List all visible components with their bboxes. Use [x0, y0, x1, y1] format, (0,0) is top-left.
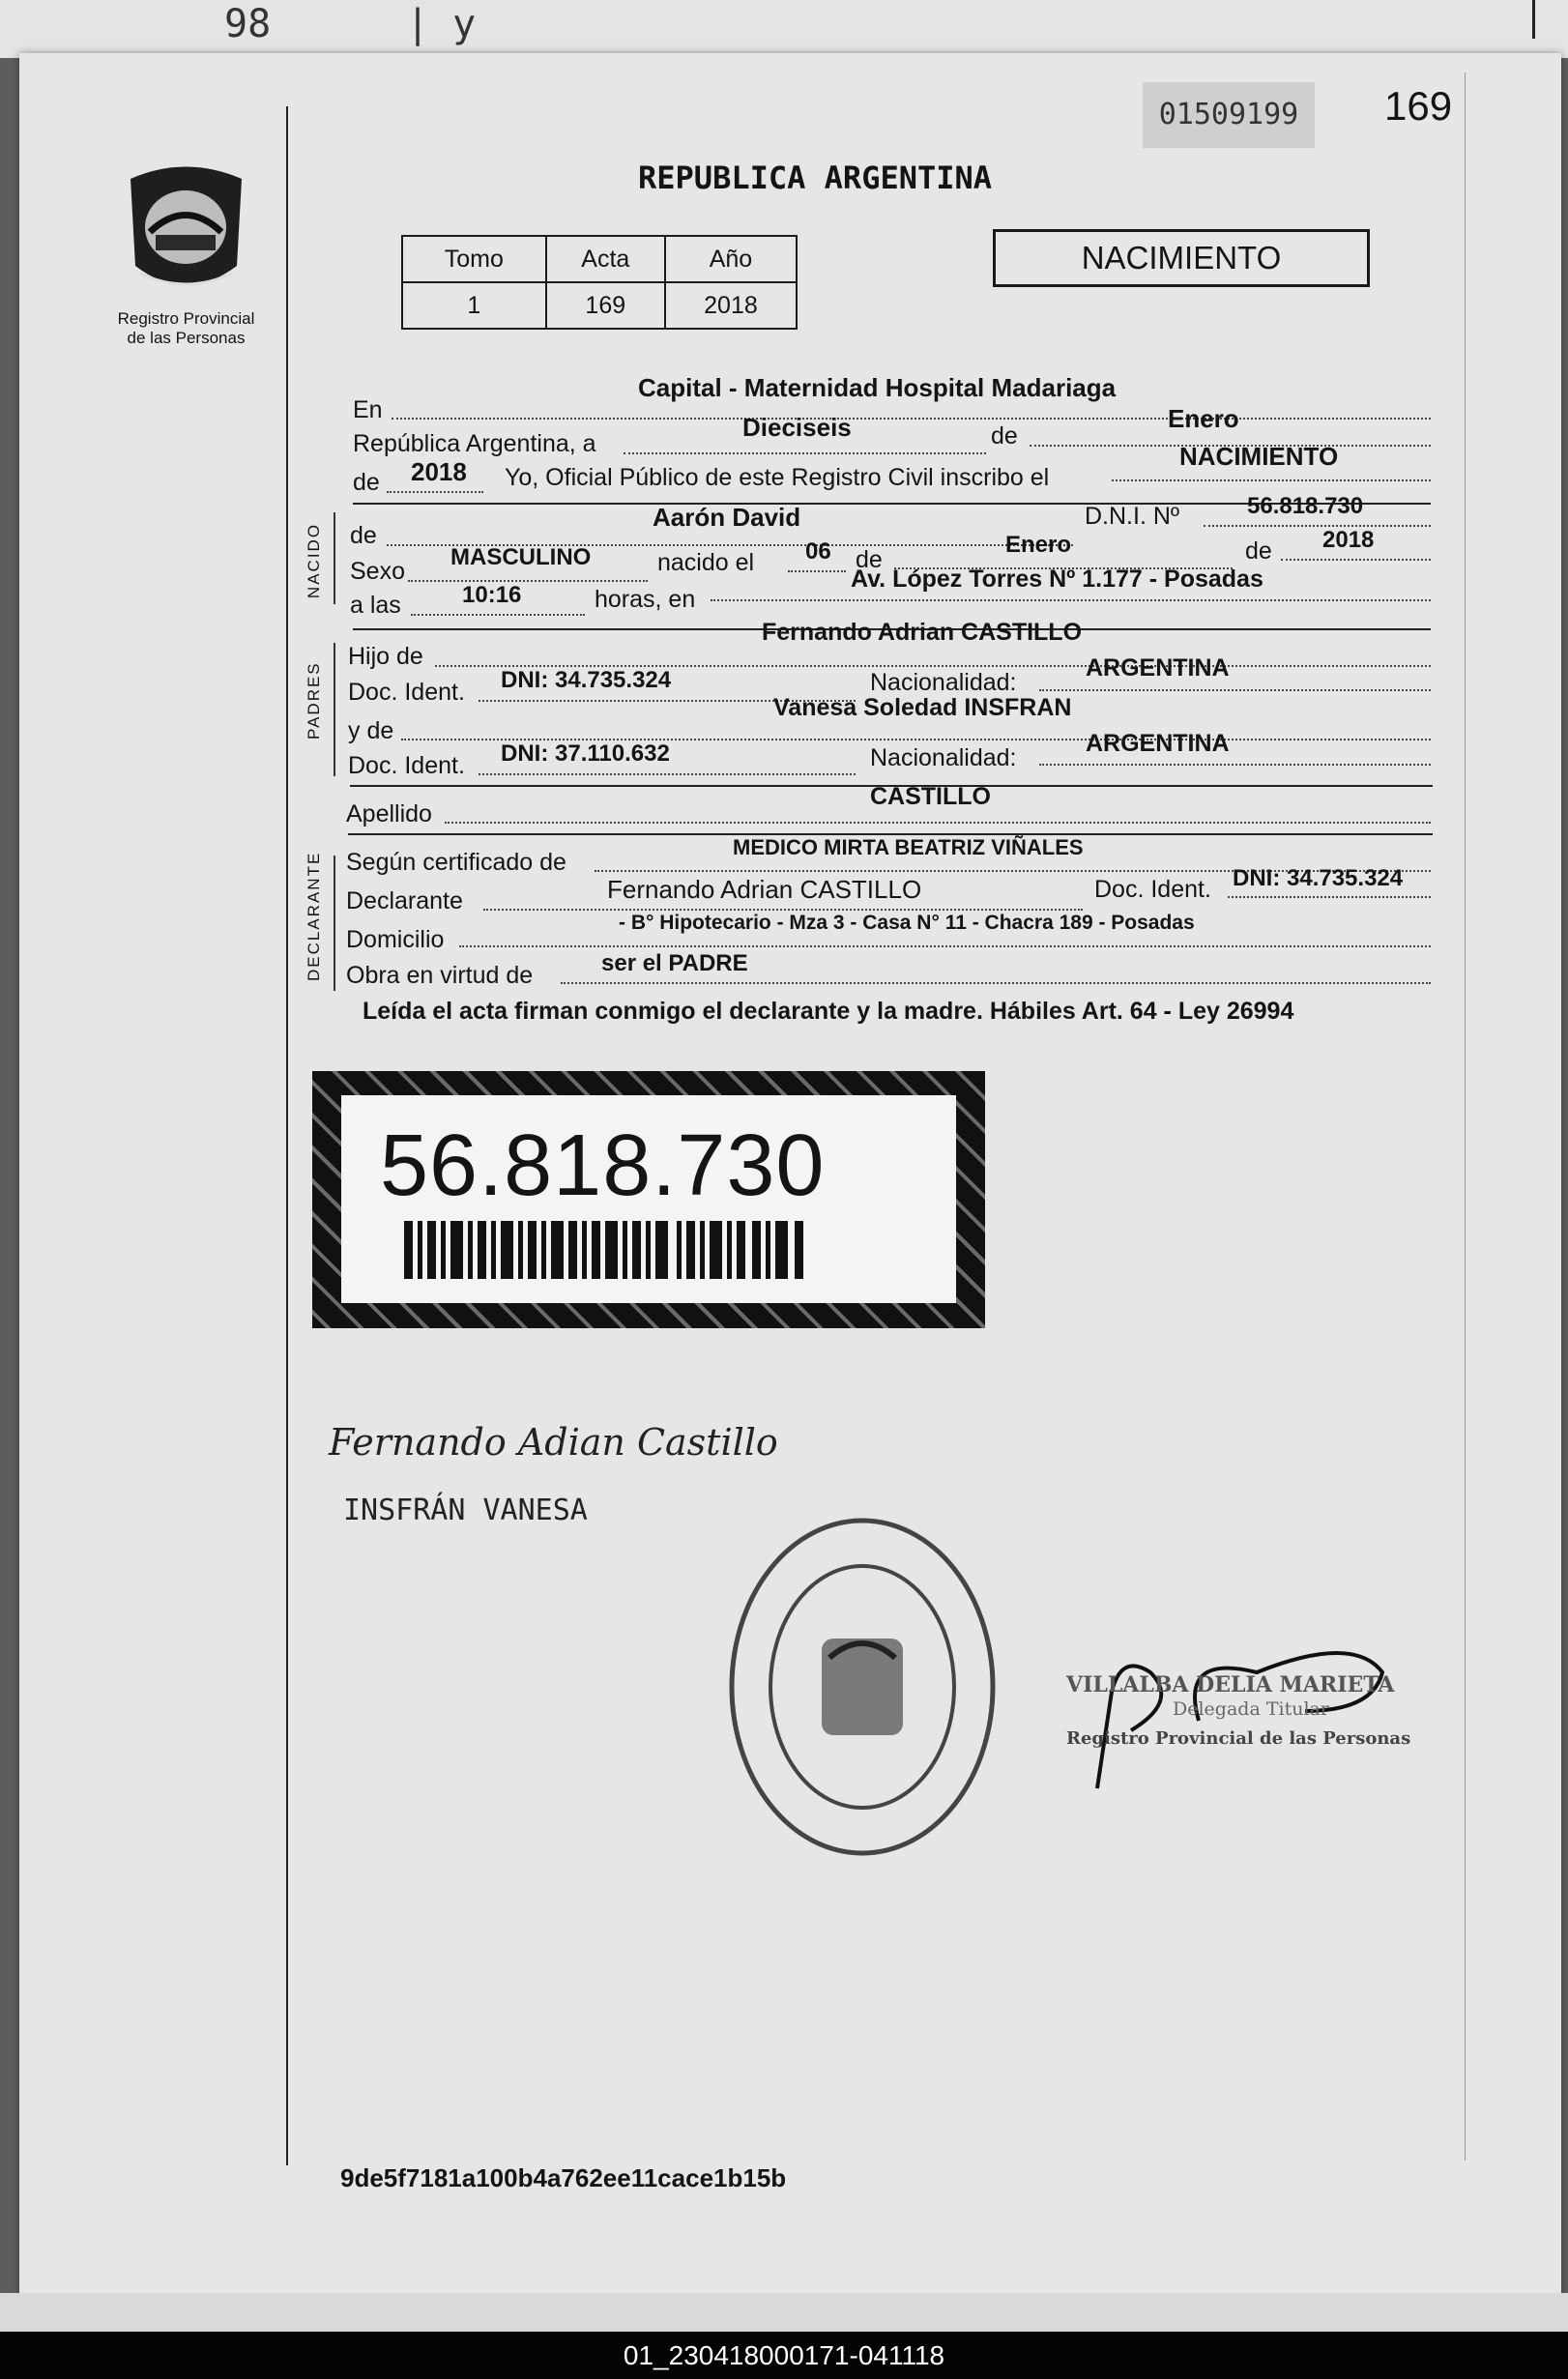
declarant-value: Fernando Adrian CASTILLO [607, 875, 922, 904]
dotted-line [459, 945, 1431, 947]
section-nacido: NACIDO [305, 522, 323, 599]
mother-doc-value: DNI: 37.110.632 [501, 740, 670, 767]
dotted-line [392, 418, 1431, 420]
official-role: Delegada Titular [1173, 1698, 1329, 1720]
act-type-box: NACIMIENTO [993, 229, 1370, 287]
page-number: 169 [1384, 83, 1453, 129]
label-en: En [353, 396, 383, 423]
label-segun: Según certificado de [346, 849, 566, 876]
ano-value: 2018 [665, 282, 797, 329]
dotted-line [445, 822, 1431, 824]
surname-value: CASTILLO [870, 783, 991, 810]
father-signature: Fernando Adian Castillo [329, 1421, 778, 1464]
birth-month-value: Enero [1005, 532, 1072, 558]
mother-value: Vanesa Soledad INSFRAN [773, 694, 1072, 721]
scan-top-margin [0, 0, 1568, 58]
mother-signature: INSFRÁN VANESA [343, 1494, 588, 1527]
birth-day-value: 06 [805, 538, 831, 565]
dotted-line [1039, 689, 1431, 691]
day-value: Dieciseis [742, 413, 852, 442]
label-de-year2: de [1245, 537, 1272, 565]
label-a-las: a las [350, 592, 401, 619]
dotted-line [1281, 559, 1431, 561]
dotted-line [387, 491, 483, 493]
label-doc-father: Doc. Ident. [348, 679, 465, 706]
father-nat-value: ARGENTINA [1086, 654, 1230, 682]
dni-label-sticker [312, 1071, 985, 1328]
birth-place-value: Av. López Torres Nº 1.177 - Posadas [851, 566, 1263, 593]
place-value: Capital - Maternidad Hospital Madariaga [638, 373, 1117, 402]
dotted-line [411, 614, 585, 616]
address-value: - B° Hipotecario - Mza 3 - Casa N° 11 - Chacra 189 - Posadas [619, 912, 1195, 934]
padres-bar [334, 643, 335, 776]
dotted-line [788, 570, 846, 572]
act-value: NACIMIENTO [1179, 442, 1339, 471]
capacity-value: ser el PADRE [601, 950, 748, 976]
dotted-line [1112, 479, 1431, 481]
dotted-line [479, 773, 856, 775]
father-doc-value: DNI: 34.735.324 [501, 667, 672, 693]
declarant-doc-value: DNI: 34.735.324 [1233, 865, 1404, 891]
name-value: Aarón David [653, 503, 801, 532]
label-hijo: Hijo de [348, 643, 423, 670]
label-obra: Obra en virtud de [346, 962, 534, 989]
scan-bottom-margin [0, 2293, 1568, 2332]
dotted-line [711, 599, 1431, 601]
act-reference-table [401, 235, 798, 330]
scan-footer-code: 01_230418000171-041118 [0, 2332, 1568, 2379]
father-value: Fernando Adrian CASTILLO [762, 619, 1083, 646]
official-stamp-icon [725, 1513, 1001, 1861]
ano-header: Año [665, 236, 797, 282]
dotted-line [624, 452, 986, 454]
right-margin-line [1465, 73, 1466, 2161]
label-nat-father: Nacionalidad: [870, 669, 1017, 696]
document-hash: 9de5f7181a100b4a762ee11cace1b15b [340, 2163, 787, 2192]
label-oficial: Yo, Oficial Público de este Registro Civil inscribo el [505, 464, 1050, 491]
dotted-line [408, 580, 648, 582]
country-title: REPUBLICA ARGENTINA [638, 160, 993, 196]
section-padres: PADRES [305, 661, 323, 740]
month-value: Enero [1168, 404, 1239, 433]
serial-number: 01509199 [1143, 82, 1315, 148]
sex-value: MASCULINO [450, 544, 592, 570]
handwritten-mark: 98 [224, 2, 272, 46]
year-value: 2018 [411, 457, 467, 486]
registry-line-1: Registro Provincial [117, 309, 255, 328]
dni-value: 56.818.730 [1247, 493, 1364, 519]
birth-year-value: 2018 [1322, 527, 1375, 553]
scan-edge [1532, 0, 1535, 39]
label-de-month: de [856, 546, 883, 573]
label-doc-mother: Doc. Ident. [348, 752, 465, 779]
label-apellido: Apellido [346, 800, 432, 827]
tomo-value: 1 [402, 282, 546, 329]
official-office: Registro Provincial de las Personas [1066, 1728, 1411, 1749]
handwritten-mark-2: | y [406, 2, 477, 46]
section-declarante: DECLARANTE [305, 851, 323, 981]
label-dni: D.N.I. Nº [1085, 503, 1180, 530]
dni-label-inner [341, 1095, 956, 1303]
dotted-line [1204, 525, 1431, 527]
mother-nat-value: ARGENTINA [1086, 730, 1230, 757]
label-nat-mother: Nacionalidad: [870, 744, 1017, 771]
certificate-value: MEDICO MIRTA BEATRIZ VIÑALES [733, 835, 1084, 859]
nacido-bar [334, 512, 335, 604]
registry-caption [97, 309, 276, 348]
dotted-line [1039, 764, 1431, 766]
label-republica: República Argentina, a [353, 430, 596, 457]
label-domicilio: Domicilio [346, 926, 445, 953]
dotted-line [483, 909, 1083, 911]
misiones-coat-of-arms-icon [121, 160, 251, 305]
label-sexo: Sexo [350, 558, 405, 585]
tomo-header: Tomo [402, 236, 546, 282]
dni-label-number: 56.818.730 [380, 1117, 826, 1214]
label-nacido-el: nacido el [657, 549, 755, 576]
barcode-icon [404, 1221, 810, 1279]
label-y-de: y de [348, 717, 394, 744]
label-horas: horas, en [595, 586, 696, 613]
acta-value: 169 [546, 282, 665, 329]
label-doc-declarant: Doc. Ident. [1094, 876, 1211, 903]
closing-text: Leída el acta firman conmigo el declarante y la madre. Hábiles Art. 64 - Ley 26994 [363, 998, 1294, 1025]
acta-header: Acta [546, 236, 665, 282]
official-name: VILLALBA DELIA MARIETA [1066, 1672, 1395, 1697]
label-declarante: Declarante [346, 887, 463, 914]
left-margin-line [286, 106, 288, 2165]
declarante-bar [334, 856, 335, 991]
dotted-line [1228, 896, 1431, 898]
registry-line-2: de las Personas [127, 329, 246, 347]
label-de: de [991, 422, 1018, 450]
dotted-line [561, 982, 1431, 984]
label-de-name: de [350, 522, 377, 549]
time-value: 10:16 [462, 582, 522, 608]
label-de-year: de [353, 469, 380, 496]
